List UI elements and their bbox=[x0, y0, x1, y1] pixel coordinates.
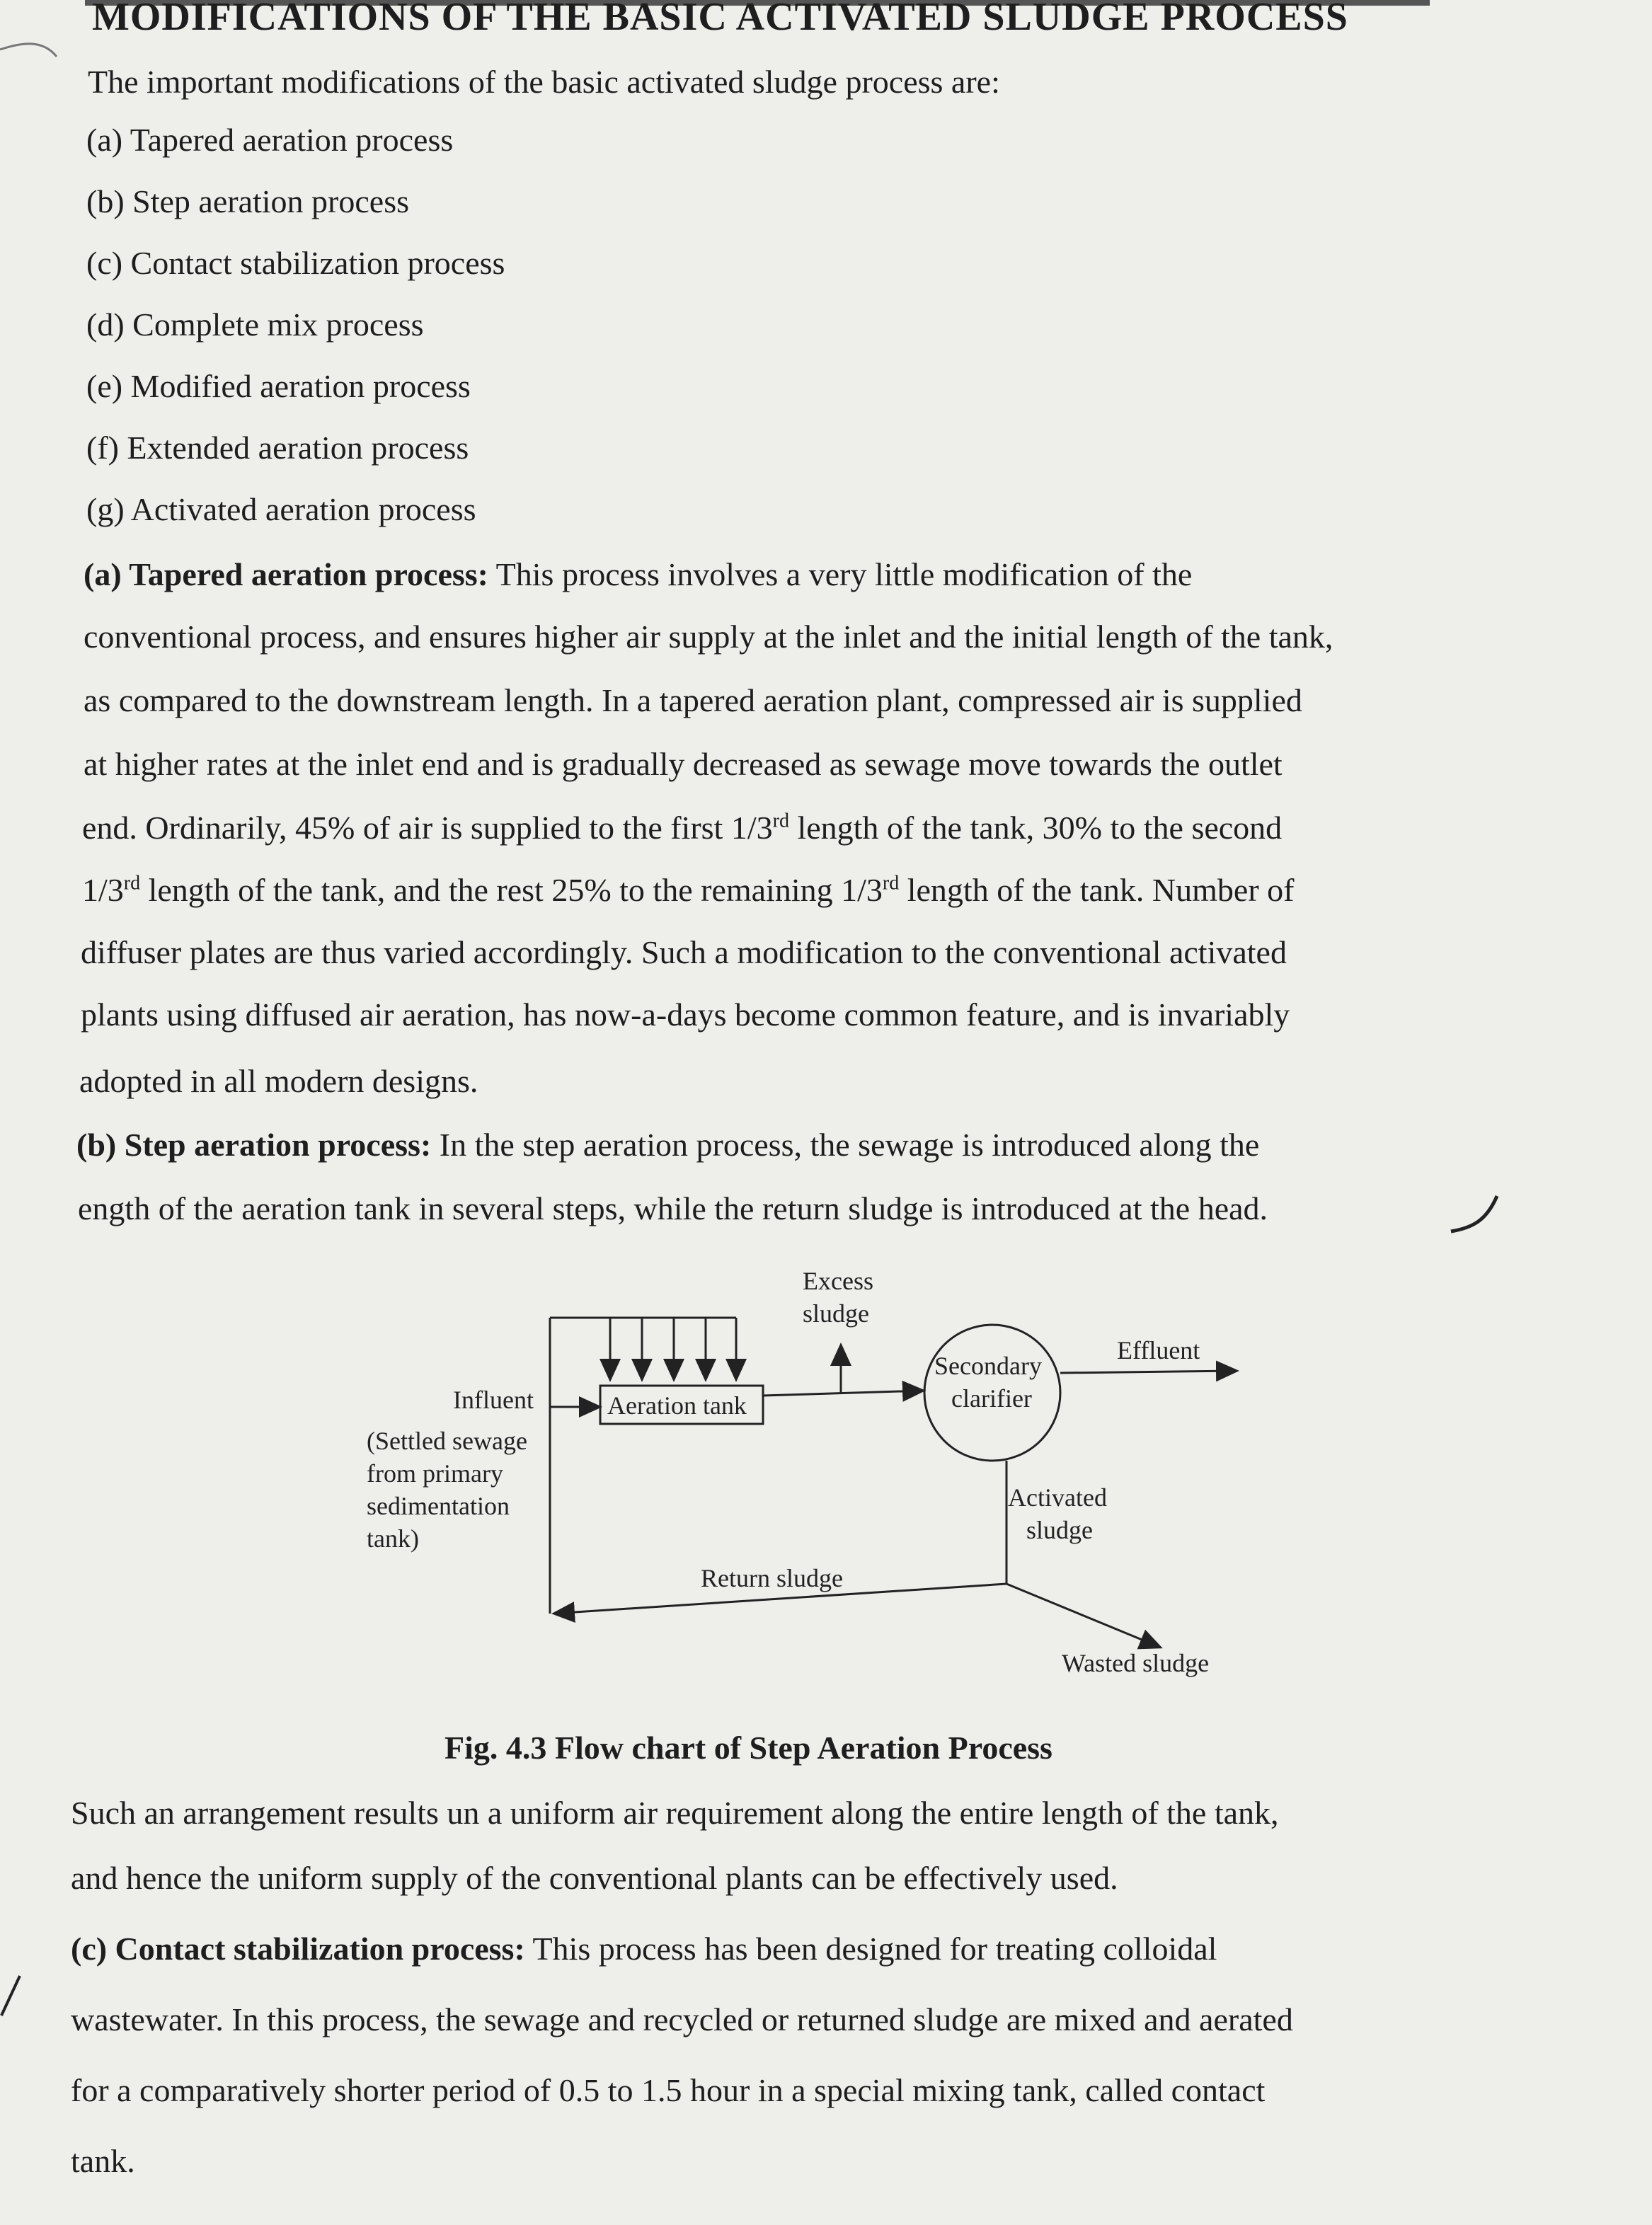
corner-curl-mark bbox=[0, 44, 57, 57]
section-c-line: for a comparatively shorter period of 0.5 to 1.5 hour in a special mixing tank, called contact bbox=[71, 2072, 1266, 2108]
section-a-line: plants using diffused air aeration, has now-a-days become common feature, and is invariably bbox=[81, 996, 1290, 1033]
section-c-line: (c) Contact stabilization process: This process has been designed for treating colloidal bbox=[71, 1931, 1217, 1967]
page-heading: MODIFICATIONS OF THE BASIC ACTIVATED SLUDGE PROCESS bbox=[92, 0, 1348, 39]
influent-label: Influent bbox=[453, 1386, 534, 1414]
after-figure-line: Such an arrangement results un a uniform air requirement along the entire length of the tank, bbox=[71, 1795, 1279, 1831]
wasted-sludge-label: Wasted sludge bbox=[1062, 1649, 1210, 1677]
section-a-line: adopted in all modern designs. bbox=[79, 1063, 478, 1099]
section-a-label: (a) Tapered aeration process: bbox=[84, 556, 488, 592]
intro-text: The important modifications of the basic activated sludge process are: bbox=[88, 64, 1000, 100]
excess-label: sludge bbox=[803, 1299, 869, 1328]
clarifier-label: Secondary bbox=[934, 1352, 1042, 1380]
list-item: (d) Complete mix process bbox=[86, 306, 424, 343]
section-a-line: as compared to the downstream length. In a tapered aeration plant, compressed air is supplied bbox=[84, 682, 1302, 718]
activated-sludge-label: Activated bbox=[1008, 1483, 1107, 1512]
return-sludge-label: Return sludge bbox=[701, 1564, 843, 1592]
clarifier-label: clarifier bbox=[951, 1384, 1032, 1413]
aeration-tank-label: Aeration tank bbox=[607, 1391, 747, 1420]
activated-sludge-label: sludge bbox=[1026, 1516, 1093, 1544]
list-item: (b) Step aeration process bbox=[86, 183, 410, 219]
list-item: (e) Modified aeration process bbox=[86, 368, 471, 404]
section-b-label: (b) Step aeration process: bbox=[76, 1127, 432, 1163]
effluent-label: Effluent bbox=[1117, 1336, 1200, 1364]
settled-sewage-label: tank) bbox=[367, 1524, 419, 1553]
section-a-line: conventional process, and ensures higher air supply at the inlet and the initial length of the tank, bbox=[84, 619, 1333, 655]
section-c-line: tank. bbox=[71, 2143, 135, 2179]
list-item: (g) Activated aeration process bbox=[86, 491, 476, 527]
section-a-line: end. Ordinarily, 45% of air is supplied to the first 1/3rd length of the tank, 30% to the second bbox=[82, 810, 1283, 846]
settled-sewage-label: from primary bbox=[367, 1459, 503, 1488]
section-b-line: ength of the aeration tank in several steps, while the return sludge is introduced at the head. bbox=[78, 1190, 1268, 1226]
section-c-line: wastewater. In this process, the sewage and recycled or returned sludge are mixed and aerated bbox=[71, 2001, 1293, 2037]
margin-tick-mark bbox=[1, 1976, 20, 2016]
section-b-line: (b) Step aeration process: In the step aeration process, the sewage is introduced along the bbox=[76, 1127, 1260, 1163]
section-a-line: 1/3rd length of the tank, and the rest 25% to the remaining 1/3rd length of the tank. Number of bbox=[82, 872, 1295, 908]
section-a-line: at higher rates at the inlet end and is gradually decreased as sewage move towards the outlet bbox=[84, 746, 1283, 782]
section-c-label: (c) Contact stabilization process: bbox=[71, 1931, 525, 1967]
list-item: (f) Extended aeration process bbox=[86, 430, 469, 466]
figure-caption: Fig. 4.3 Flow chart of Step Aeration Process bbox=[444, 1730, 1052, 1766]
settled-sewage-label: (Settled sewage bbox=[367, 1427, 527, 1455]
section-a-line: diffuser plates are thus varied accordingly. Such a modification to the conventional activated bbox=[81, 934, 1287, 970]
list-item: (c) Contact stabilization process bbox=[86, 245, 505, 281]
list-item: (a) Tapered aeration process bbox=[86, 122, 454, 158]
section-a-line: (a) Tapered aeration process: This process involves a very little modification of the bbox=[84, 556, 1193, 592]
excess-label: Excess bbox=[803, 1267, 873, 1295]
settled-sewage-label: sedimentation bbox=[367, 1492, 510, 1520]
underline-mark bbox=[1451, 1196, 1497, 1231]
after-figure-line: and hence the uniform supply of the conventional plants can be effectively used. bbox=[71, 1860, 1118, 1896]
